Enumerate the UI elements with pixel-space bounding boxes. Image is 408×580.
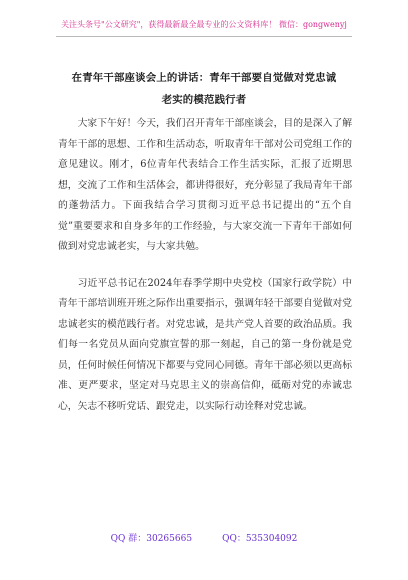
footer-contact [0,533,408,545]
footer-qq: QQ：535304092 [222,534,298,544]
paragraph-opening: 大家下午好！今天，我们召开青年干部座谈会，目的是深入了解青年干部的思想、工作和生活动态，听取青年干部对公司党组工作的意见建议。刚才，6位青年代表结合工作生活实际，汇报了近期思想，交流了工作和生活体会，都讲得很好，充分彰显了我局青年干部的蓬勃活力。下面我结合学习贯彻习近平总书记提出的“五个自觉”重要要求和自身多年的工作经验，与大家交流一下青年干部如何做到对党忠诚老实，与大家共勉。 [58,118,352,252]
document-title-line-1: 在青年干部座谈会上的讲话：青年干部要自觉做对党忠诚 [71,72,337,84]
footer-qq-group: QQ 群：30265665 [110,534,193,544]
document-title [40,67,368,111]
document-body [58,114,352,417]
header-divider [56,36,352,37]
header-notice: 关注头条号"公文研究"，获得最新最全最专业的公文资料库！ 微信：gongwenyj [61,20,347,29]
document-title-line-2: 老实的模范践行者 [161,94,247,106]
paragraph-main: 习近平总书记在2024年春季学期中央党校（国家行政学院）中青年干部培训班开班之际作出重要指示，强调年轻干部要自觉做对党忠诚老实的模范践行者。对党忠诚，是共产党人首要的政治品质。我们每一名党员从面向党旗宣誓的那一刻起，自己的第一身份就是党员，任何时候任何情况下都要与党同心同德。青年干部必须以更高标准、更严要求，坚定对马克思主义的崇高信仰，砥砺对党的赤诚忠心，矢志不移听党话、跟党走，以实际行动诠释对党忠诚。 [58,277,352,412]
